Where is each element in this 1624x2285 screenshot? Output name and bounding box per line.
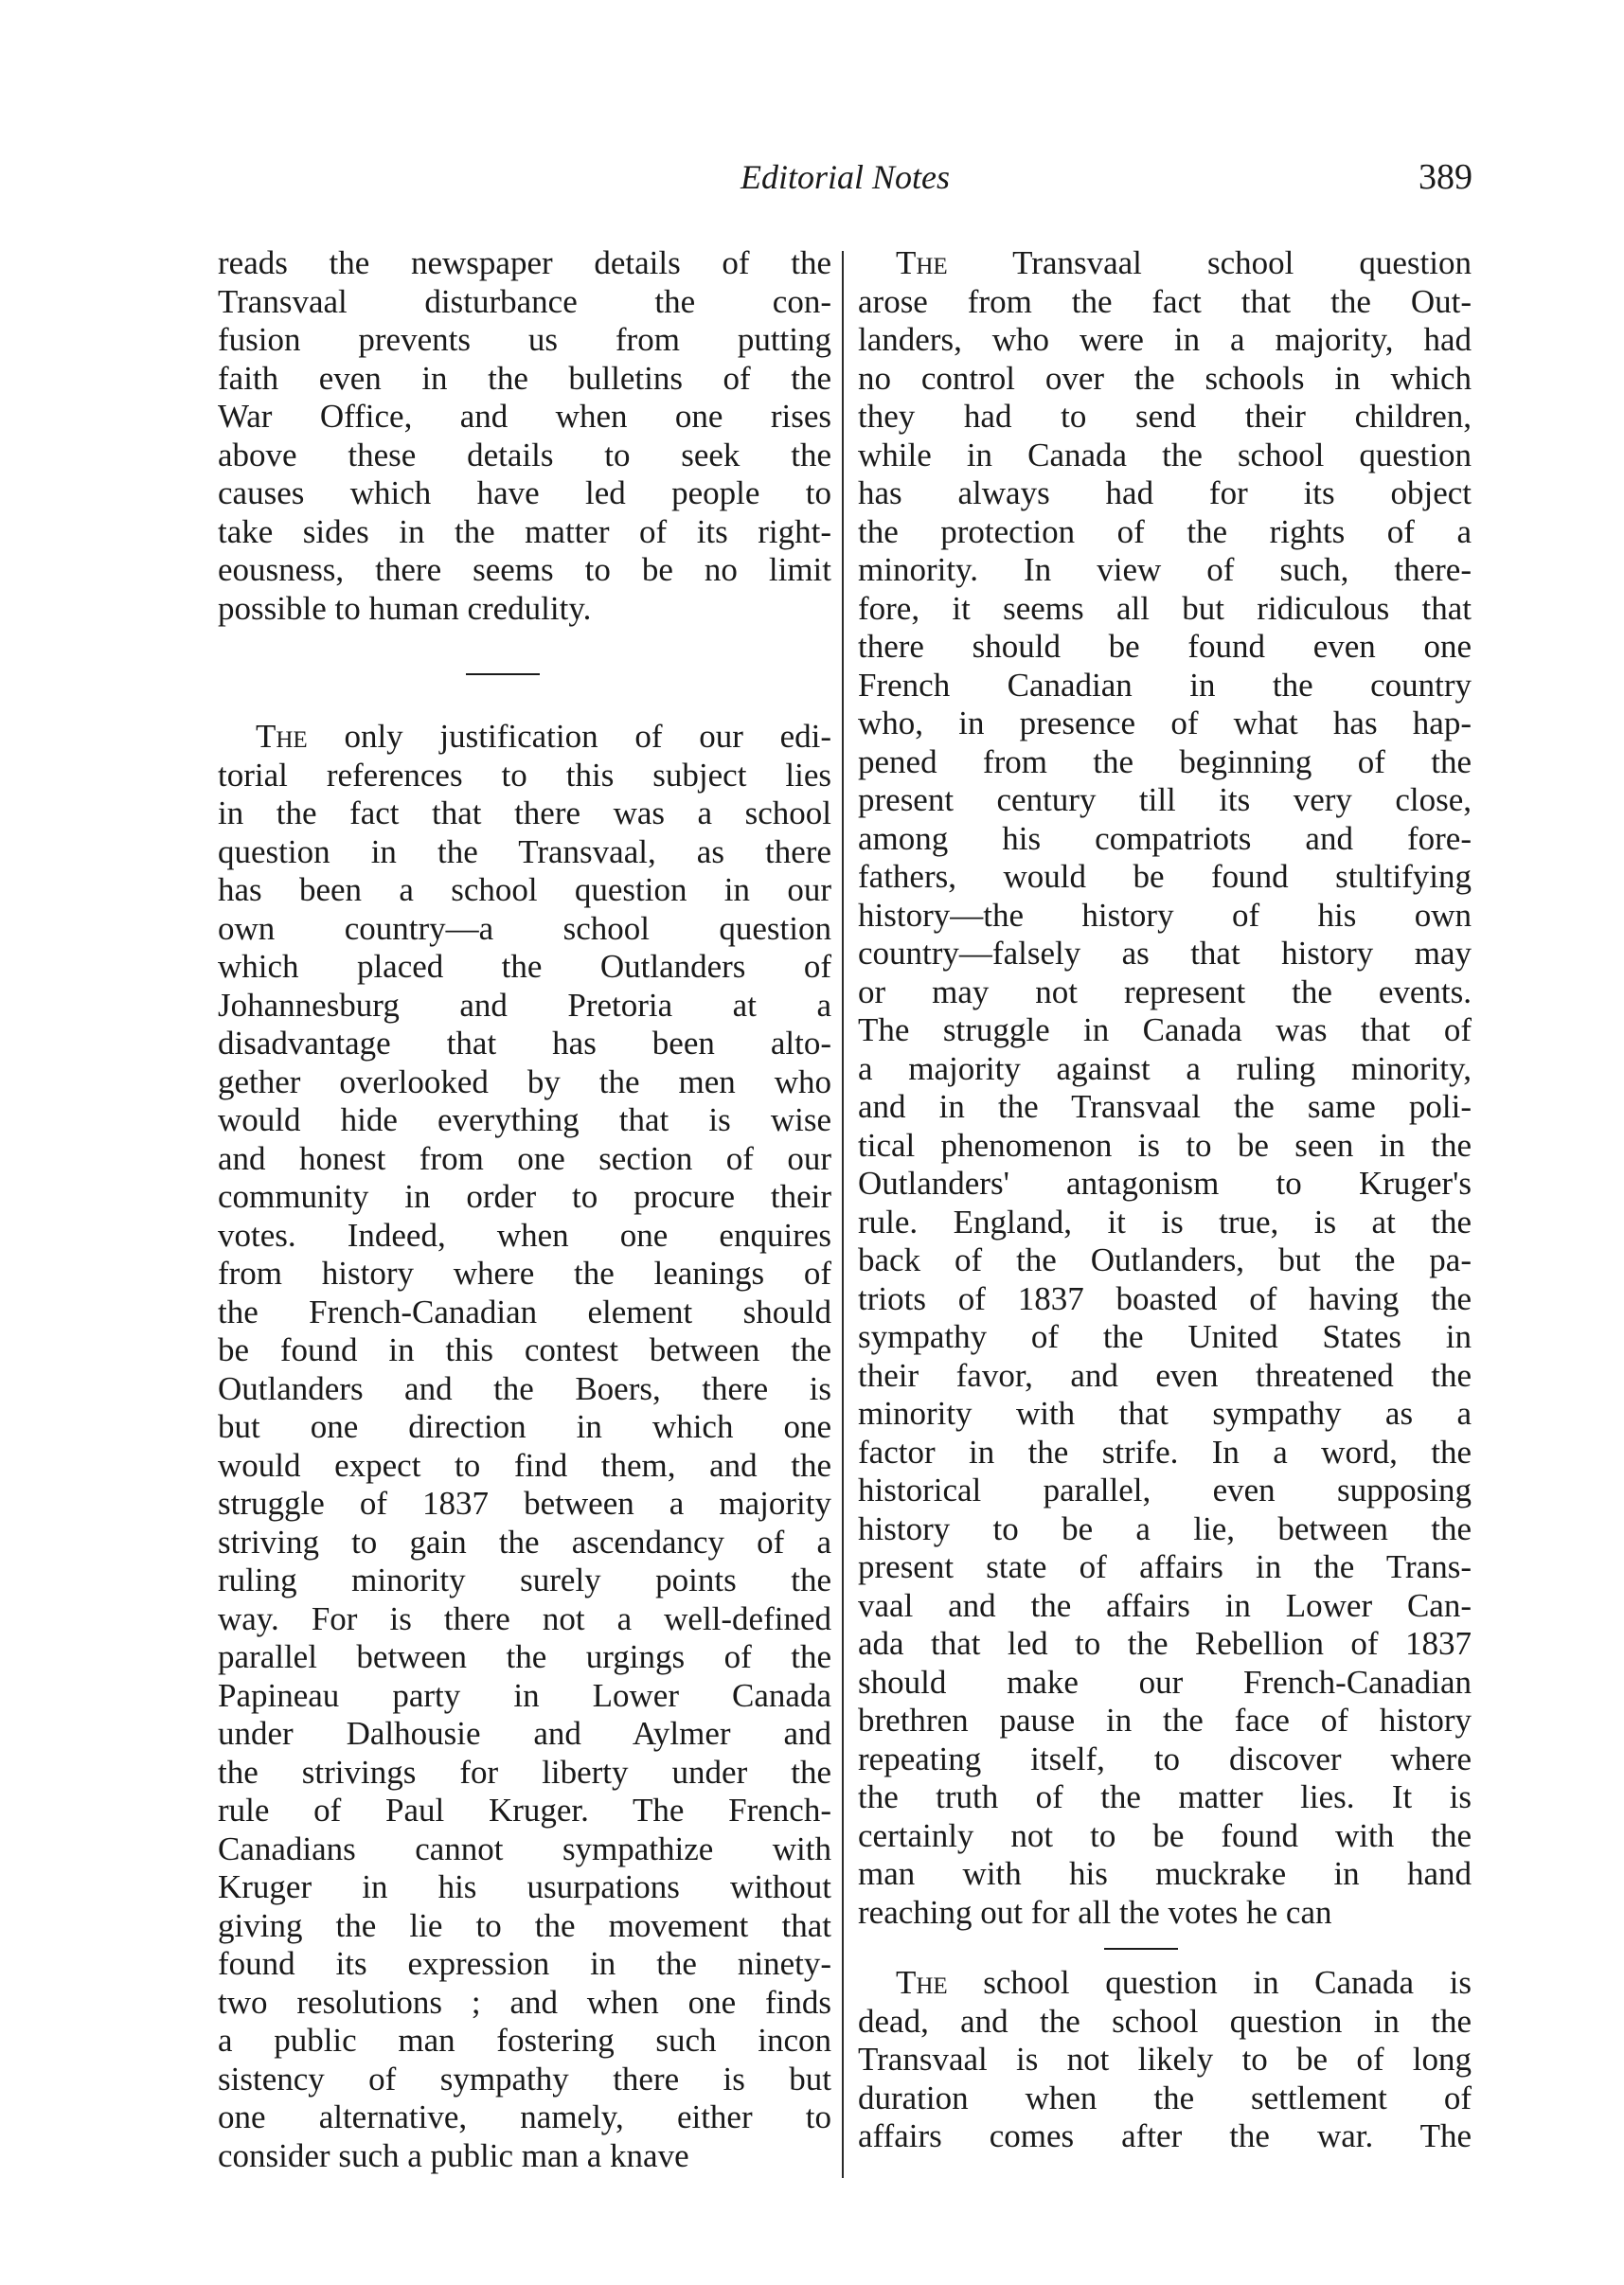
text-line: eousness, there seems to be no limit: [218, 551, 831, 588]
text-line: community in order to procure their: [218, 1178, 831, 1215]
text-line: fore, it seems all but ridiculous that: [858, 589, 1472, 627]
text-line: torial references to this subject lies: [218, 756, 831, 794]
text-line: fathers, would be found stultifying: [858, 858, 1472, 895]
text-line: sympathy of the United States in: [858, 1318, 1472, 1355]
text-line: back of the Outlanders, but the pa-: [858, 1241, 1472, 1278]
text-line: own country—a school question: [218, 909, 831, 947]
text-line: tical phenomenon is to be seen in the: [858, 1126, 1472, 1164]
text-line: rule of Paul Kruger. The French-: [218, 1792, 831, 1829]
text-line: take sides in the matter of its right-: [218, 512, 831, 550]
text-line-rest: Transvaal school question: [947, 244, 1472, 281]
text-line: one alternative, namely, either to: [218, 2098, 831, 2135]
section-divider: [218, 628, 831, 718]
text-line: among his compatriots and fore-: [858, 819, 1472, 857]
text-line: and honest from one section of our: [218, 1139, 831, 1177]
text-line: they had to send their children,: [858, 398, 1472, 435]
text-line: but one direction in which one: [218, 1408, 831, 1445]
text-line: two resolutions ; and when one finds: [218, 1983, 831, 2021]
text-line: pened from the beginning of the: [858, 742, 1472, 780]
text-line: under Dalhousie and Aylmer and: [218, 1715, 831, 1752]
text-line: [858, 244, 1472, 283]
text-line: the truth of the matter lies. It is: [858, 1778, 1472, 1815]
text-line: Transvaal is not likely to be of long: [858, 2041, 1472, 2078]
text-line: certainly not to be found with the: [858, 1816, 1472, 1854]
text-line: or may not represent the events.: [858, 973, 1472, 1010]
text-line: causes which have led people to: [218, 474, 831, 511]
text-line: above these details to seek the: [218, 436, 831, 473]
text-line: fusion prevents us from putting: [218, 321, 831, 358]
paragraph: [858, 244, 1472, 1932]
text-line: question in the Transvaal, as there: [218, 832, 831, 870]
paragraph: [218, 244, 831, 628]
text-line: striving to gain the ascendancy of a: [218, 1523, 831, 1561]
divider-dash: [466, 673, 540, 675]
text-line: who, in presence of what has hap-: [858, 705, 1472, 741]
text-line: be found in this contest between the: [218, 1331, 831, 1368]
text-line: landers, who were in a majority, had: [858, 321, 1472, 358]
text-line: affairs comes after the war. The: [858, 2117, 1472, 2154]
text-line-rest: school question in Canada is: [947, 1964, 1472, 2001]
text-line: which placed the Outlanders of: [218, 948, 831, 985]
text-line: Johannesburg and Pretoria at a: [218, 986, 831, 1024]
text-line: Kruger in his usurpations without: [218, 1868, 831, 1905]
text-line: a public man fostering such incon: [218, 2022, 831, 2059]
text-line: rule. England, it is true, is at the: [858, 1203, 1472, 1241]
text-line: consider such a public man a knave: [218, 2136, 689, 2174]
text-line: the French-Canadian element should: [218, 1293, 831, 1330]
divider-dash: [1104, 1948, 1178, 1950]
text-line: found its expression in the ninety-: [218, 1945, 831, 1982]
text-line: triots of 1837 boasted of having the: [858, 1279, 1472, 1317]
paragraph: [858, 1964, 1472, 2156]
section-divider: [858, 1932, 1472, 1964]
text-line: brethren pause in the face of history: [858, 1702, 1472, 1739]
text-line: historical parallel, even supposing: [858, 1472, 1472, 1508]
small-caps-lead: The: [256, 718, 308, 755]
text-line: votes. Indeed, when one enquires: [218, 1216, 831, 1254]
text-line: giving the lie to the movement that: [218, 1906, 831, 1944]
right-column: [858, 244, 1472, 2156]
text-line: Papineau party in Lower Canada: [218, 1676, 831, 1714]
text-line: reaching out for all the votes he can: [858, 1893, 1332, 1931]
text-line: should make our French-Canadian: [858, 1663, 1472, 1701]
text-line: possible to human credulity.: [218, 589, 592, 627]
running-head: [218, 153, 1472, 201]
text-line: faith even in the bulletins of the: [218, 359, 831, 397]
running-title: Editorial Notes: [740, 158, 950, 196]
text-line: history to be a lie, between the: [858, 1509, 1472, 1547]
text-line: duration when the settlement of: [858, 2079, 1472, 2116]
text-line-rest: only justification of our edi-: [307, 718, 831, 755]
text-line: [218, 718, 831, 757]
text-line: gether overlooked by the men who: [218, 1062, 831, 1100]
text-line: French Canadian in the country: [858, 666, 1472, 704]
text-line: sistency of sympathy there is but: [218, 2060, 831, 2098]
paragraph: [218, 718, 831, 2175]
text-line: vaal and the affairs in Lower Can-: [858, 1586, 1472, 1624]
text-line: in the fact that there was a school: [218, 794, 831, 831]
text-line: no control over the schools in which: [858, 359, 1472, 397]
text-line: disadvantage that has been alto-: [218, 1025, 831, 1062]
text-line: Transvaal disturbance the con-: [218, 282, 831, 320]
text-line: Canadians cannot sympathize with: [218, 1830, 831, 1867]
text-line: a majority against a ruling minority,: [858, 1049, 1472, 1087]
text-line: history—the history of his own: [858, 896, 1472, 934]
text-line: and in the Transvaal the same poli-: [858, 1088, 1472, 1125]
text-line: while in Canada the school question: [858, 436, 1472, 473]
text-line: there should be found even one: [858, 628, 1472, 665]
text-line: [858, 1964, 1472, 2003]
text-line: man with his muckrake in hand: [858, 1855, 1472, 1892]
page-number: 389: [1419, 157, 1472, 197]
small-caps-lead: The: [896, 1964, 948, 2001]
text-line: Outlanders and the Boers, there is: [218, 1369, 831, 1407]
text-line: factor in the strife. In a word, the: [858, 1433, 1472, 1471]
text-line: country—falsely as that history may: [858, 935, 1472, 972]
small-caps-lead: The: [896, 244, 948, 281]
text-line: struggle of 1837 between a majority: [218, 1485, 831, 1522]
text-line: present state of affairs in the Trans-: [858, 1548, 1472, 1585]
column-rule: [842, 251, 844, 2178]
text-line: present century till its very close,: [858, 781, 1472, 818]
text-line: minority. In view of such, there-: [858, 551, 1472, 588]
text-line: The struggle in Canada was that of: [858, 1011, 1472, 1048]
text-line: War Office, and when one rises: [218, 398, 831, 435]
text-line: way. For is there not a well-defined: [218, 1599, 831, 1637]
text-line: from history where the leanings of: [218, 1255, 831, 1292]
text-line: the strivings for liberty under the: [218, 1753, 831, 1791]
text-line: ada that led to the Rebellion of 1837: [858, 1625, 1472, 1662]
text-line: arose from the fact that the Out-: [858, 282, 1472, 320]
text-line: would expect to find them, and the: [218, 1446, 831, 1484]
text-line: repeating itself, to discover where: [858, 1740, 1472, 1777]
text-line: has been a school question in our: [218, 871, 831, 908]
text-line: Outlanders' antagonism to Kruger's: [858, 1165, 1472, 1202]
text-line: parallel between the urgings of the: [218, 1638, 831, 1675]
text-line: dead, and the school question in the: [858, 2002, 1472, 2040]
text-line: ruling minority surely points the: [218, 1562, 831, 1598]
text-line: would hide everything that is wise: [218, 1101, 831, 1138]
text-line: minority with that sympathy as a: [858, 1395, 1472, 1432]
text-line: the protection of the rights of a: [858, 512, 1472, 550]
text-line: has always had for its object: [858, 474, 1472, 511]
left-column: [218, 244, 831, 2175]
text-line: reads the newspaper details of the: [218, 244, 831, 281]
text-line: their favor, and even threatened the: [858, 1356, 1472, 1394]
